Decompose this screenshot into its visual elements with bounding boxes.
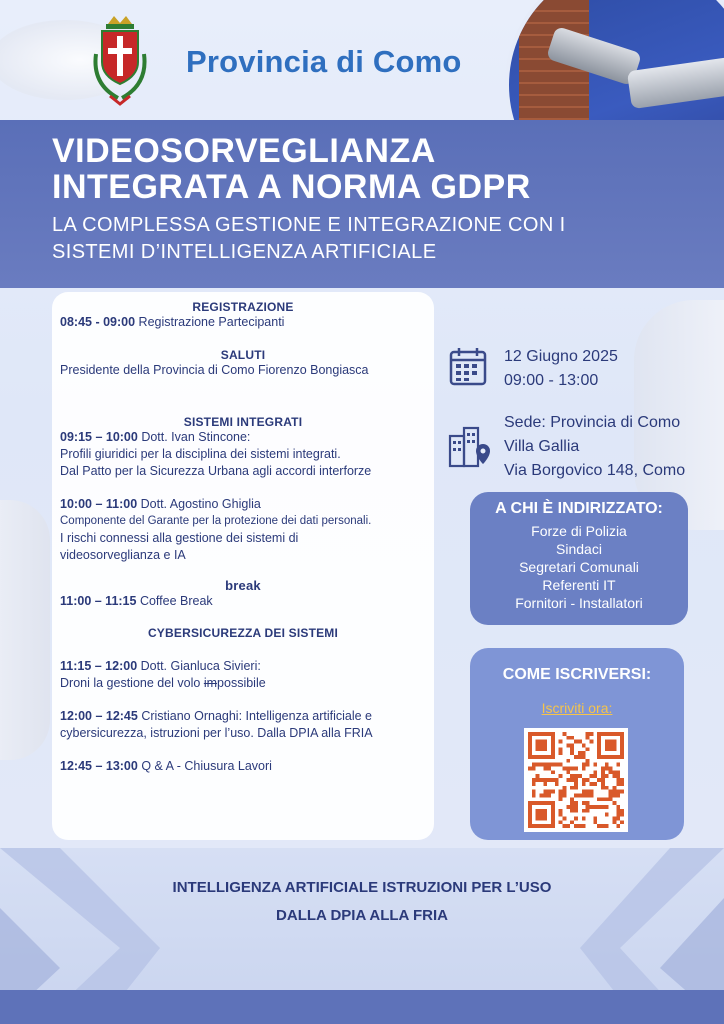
page-subtitle: LA COMPLESSA GESTIONE E INTEGRAZIONE CON I SISTEMI D’INTELLIGENZA ARTIFICIALE [52,214,566,263]
agenda-item: Presidente della Provincia di Como Fiorenzo Bongiasca [60,363,369,377]
event-venue: Sede: Provincia di Como Villa Gallia Via Borgovico 148, Como [504,414,686,479]
agenda-item: 11:15 – 12:00 Dott. Gianluca Sivieri: [60,659,261,673]
section-heading: break [225,578,261,593]
agenda-item: 12:00 – 12:45 Cristiano Ornaghi: Intelligenza artificiale e [60,709,372,723]
agenda-item-text: Dal Patto per la Sicurezza Urbana agli accordi interforze [60,464,372,478]
agenda-item-text: Droni la gestione del volo impossibile [60,676,266,690]
agenda-item-text: Componente del Garante per la protezione dei dati personali. [60,515,372,527]
agenda-item: 09:15 – 10:00 Dott. Ivan Stincone: [60,430,251,444]
header [0,0,724,120]
bottom-bar [0,990,724,1024]
target-item: Fornitori - Installatori [515,595,643,611]
agenda-item: 10:00 – 11:00 Dott. Agostino Ghiglia [60,497,261,511]
calendar-icon [449,346,487,386]
target-audience-box [470,492,688,625]
target-item: Segretari Comunali [519,559,639,575]
footer-tagline: INTELLIGENZA ARTIFICIALE ISTRUZIONI PER L’USO DALLA DPIA ALLA FRIA [172,879,552,924]
agenda-item-text: I rischi connessi alla gestione dei sistemi di [60,531,299,545]
target-item: Forze di Polizia [531,523,627,539]
agenda-card [52,292,434,840]
background-camera-shape [0,500,50,760]
section-heading: CYBERSICUREZZA DEI SISTEMI [147,626,339,640]
target-heading: A CHI È INDIRIZZATO: [495,500,663,517]
agenda-item: 08:45 - 09:00 Registrazione Partecipanti [60,315,285,329]
province-crest-icon [88,14,152,106]
signup-box [470,648,684,840]
target-item: Referenti IT [542,577,616,593]
building-location-icon [447,424,491,468]
page-title: VIDEOSORVEGLIANZA INTEGRATA A NORMA GDPR [52,132,531,206]
signup-link[interactable]: Iscriviti ora: [541,700,613,716]
agenda-item-text: Profili giuridici per la disciplina dei sistemi integrati. [60,447,341,461]
section-heading: SISTEMI INTEGRATI [183,415,303,429]
agenda-item-text: cybersicurezza, istruzioni per l’uso. Dalla DPIA alla FRIA [60,726,373,740]
agenda-item: 12:45 – 13:00 Q & A - Chiusura Lavori [60,759,272,773]
section-heading: REGISTRAZIONE [192,300,294,314]
agenda-item: 11:00 – 11:15 Coffee Break [60,594,213,608]
brand-name: Provincia di Como [186,44,462,79]
qr-code-icon[interactable] [524,728,628,832]
signup-heading: COME ISCRIVERSI: [502,666,652,683]
target-item: Sindaci [556,541,602,557]
event-date: 12 Giugno 2025 09:00 - 13:00 [504,348,618,389]
section-heading: SALUTI [220,348,266,362]
agenda-item-text: videosorveglianza e IA [60,548,186,562]
